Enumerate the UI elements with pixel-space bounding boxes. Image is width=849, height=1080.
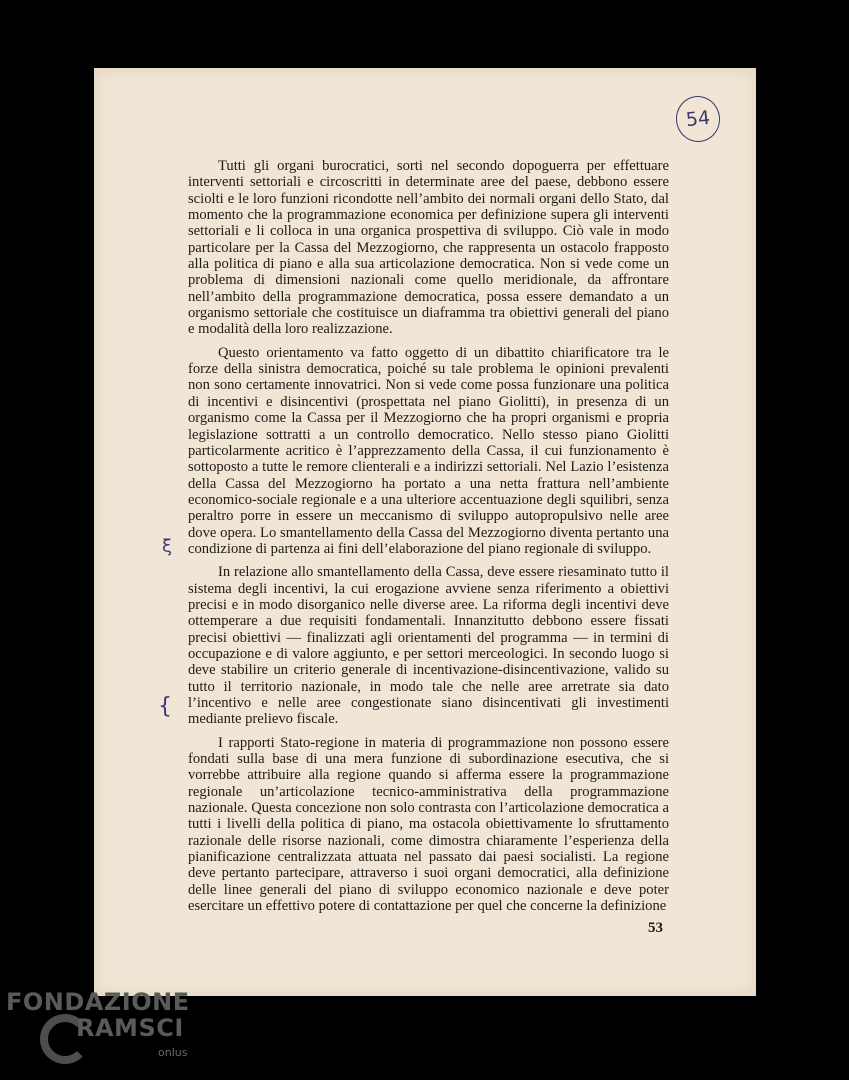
- body-text: [188, 158, 669, 921]
- paragraph-1: Tutti gli organi burocratici, sorti nel secondo dopoguerra per effettuare interventi settoriali e circoscritti in determinate aree del paese, debbono essere sciolti e le loro funzioni ricondotte nell’ambito dei normali organi dello Stato, dal momento che la programmazione economica per definizione supera gli interventi settoriali e li colloca in una organica prospettiva di sviluppo. Ciò vale in modo particolare per la Cassa del Mezzogiorno, che rappresenta un ostacolo frapposto alla politica di piano e alla sua articolazione democratica. Non si vede come un problema di dimensioni nazionali come quello meridionale, da affrontare nell’ambito della programmazione democratica, possa essere demandato a un organismo settoriale che costituisce un diaframma tra obiettivi generali del piano e modalità della loro realizzazione.: [188, 158, 669, 338]
- handwritten-page-number: 54: [674, 94, 723, 144]
- fondazione-gramsci-logo: [6, 988, 226, 1073]
- paragraph-3: In relazione allo smantellamento della Cassa, deve essere riesaminato tutto il sistema degli incentivi, la cui erogazione avviene senza riferimento a obiettivi precisi e in modo disorganico nelle diverse aree. La riforma degli incentivi deve ottemperare a due requisiti fondamentali. Innanzitutto debbono essere fissati precisi obiettivi — finalizzati agli orientamenti del programma — in termini di occupazione e di valore aggiunto, e per settori merceologici. In secondo luogo si deve stabilire un criterio generale di incentivazione-disincentivazione, valido su tutto il territorio nazionale, in modo tale che nelle aree arretrate sia dato l’incentivo e nelle aree congestionate siano disincentivati gli investimenti mediante prelievo fiscale.: [188, 564, 669, 728]
- logo-text-line3: onlus: [158, 1046, 188, 1059]
- paragraph-2: Questo orientamento va fatto oggetto di un dibattito chiarificatore tra le forze della sinistra democratica, poiché su tale problema le opinioni prevalenti non sono certamente innovatrici. Non si vede come possa funzionare una politica di incentivi e disincentivi (prospettata nel piano Giolitti), in presenza di un organismo come la Cassa per il Mezzogiorno che ha propri organismi e propria legislazione sottratti a un controllo democratico. Nello stesso piano Giolitti particolarmente acritico è l’apprezzamento della Cassa, il cui funzionamento è sottoposto a tutte le remore clienterali e a indirizzi settoriali. Nel Lazio l’esistenza della Cassa del Mezzogiorno ha portato a una netta frattura nell’ambiente economico-sociale regionale e a una ulteriore accentuazione degli squilibri, senza peraltro porre in essere un meccanismo di sviluppo autopropulsivo nelle aree dove opera. Lo smantellamento della Cassa del Mezzogiorno diventa pertanto una condizione di partenza ai fini dell’elaborazione del piano regionale di sviluppo.: [188, 344, 669, 557]
- logo-text-line2: RAMSCI: [76, 1014, 184, 1042]
- page-folio: 53: [648, 920, 663, 936]
- margin-mark-icon: ξ: [162, 536, 173, 557]
- paragraph-4: I rapporti Stato-regione in materia di programmazione non possono essere fondati sulla base di una mera funzione di subordinazione esecutiva, che si vorrebbe attribuire alla regione quando si afferma essere la programmazione regionale un’articolazione tecnico-amministrativa della programmazione nazionale. Questa concezione non solo contrasta con l’articolazione democratica a tutti i livelli della politica di piano, ma ostacola obiettivamente lo sfruttamento razionale delle risorse nazionali, come dimostra chiaramente l’esperienza della pianificazione centralizzata attuata nel passato dai paesi socialisti. La regione deve pertanto partecipare, attraverso i suoi organi democratici, alla definizione delle linee generali del piano di sviluppo economico nazionale e deve poter esercitare un effettivo potere di contattazione per quel che concerne la definizione: [188, 734, 669, 915]
- margin-brace-icon: {: [158, 694, 172, 719]
- logo-text-line1: FONDAZIONE: [6, 988, 190, 1016]
